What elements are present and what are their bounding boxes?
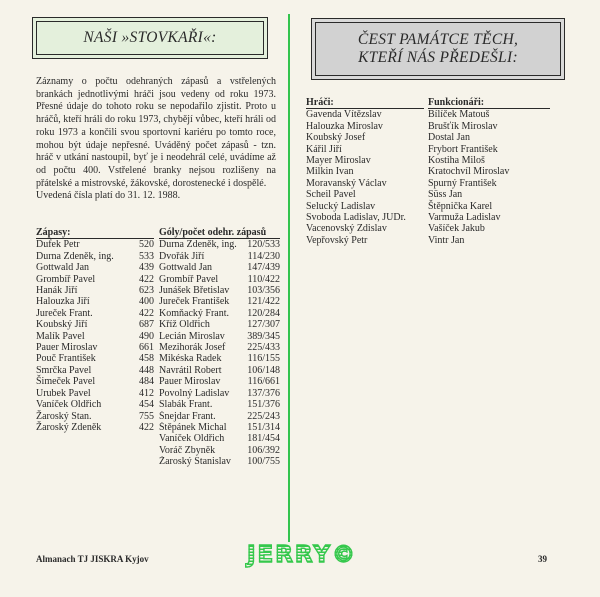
- official-name: Bílíček Matouš: [428, 109, 490, 121]
- goals-name: Povolný Ladislav: [159, 387, 230, 399]
- almanac-footer: Almanach TJ JISKRA Kyjov: [36, 554, 149, 564]
- matches-row: [36, 262, 154, 273]
- player-name: Selucký Ladislav: [306, 200, 376, 212]
- matches-row: [36, 308, 154, 319]
- matches-name: Halouzka Jiří: [36, 296, 90, 308]
- official-name: Brušťík Miroslav: [428, 120, 498, 132]
- right-title: [315, 22, 561, 76]
- matches-name: Hanák Jiří: [36, 285, 78, 297]
- matches-name: Malík Pavel: [36, 330, 85, 342]
- goals-value: 121/422: [247, 296, 280, 308]
- matches-value: 520: [139, 239, 154, 251]
- matches-value: 458: [139, 353, 154, 365]
- goals-table: [159, 227, 280, 468]
- goals-value: 116/661: [247, 376, 280, 388]
- matches-name: Durna Zdeněk, ing.: [36, 250, 114, 262]
- goals-name: Grombíř Pavel: [159, 273, 219, 285]
- matches-name: Koubský Jiří: [36, 319, 88, 331]
- matches-value: 755: [139, 410, 154, 422]
- player-row: [306, 144, 424, 155]
- matches-name: Žaroský Zdeněk: [36, 421, 102, 433]
- goals-row: [159, 433, 280, 444]
- matches-row: [36, 365, 154, 376]
- player-name: Vacenovský Zdislav: [306, 223, 387, 235]
- goals-value: 151/376: [247, 399, 280, 411]
- matches-row: [36, 319, 154, 330]
- matches-value: 422: [139, 307, 154, 319]
- matches-name: Pauer Miroslav: [36, 342, 98, 354]
- goals-name: Pauer Miroslav: [159, 376, 221, 388]
- jerry-logo-text: JERRY©: [246, 542, 358, 568]
- goals-value: 181/454: [247, 433, 280, 445]
- goals-value: 100/755: [247, 456, 280, 468]
- goals-value: 225/433: [247, 342, 280, 354]
- matches-name: Jureček Frant.: [36, 307, 93, 319]
- matches-row: [36, 285, 154, 296]
- official-name: Frybort František: [428, 143, 498, 155]
- matches-value: 400: [139, 296, 154, 308]
- player-name: Halouzka Miroslav: [306, 120, 383, 132]
- official-row: [428, 223, 550, 234]
- goals-name: Mezihorák Josef: [159, 342, 226, 354]
- players-header: Hráči:: [306, 97, 424, 109]
- player-name: Svoboda Ladislav, JUDr.: [306, 212, 406, 224]
- goals-value: 103/356: [247, 285, 280, 297]
- player-row: [306, 178, 424, 189]
- player-name: Scheil Pavel: [306, 189, 356, 201]
- official-name: Dostal Jan: [428, 132, 470, 144]
- official-row: [428, 166, 550, 177]
- goals-row: [159, 376, 280, 387]
- officials-header: Funkcionáři:: [428, 97, 550, 109]
- right-title-line-1: ČEST PAMÁTCE TĚCH,: [357, 31, 519, 48]
- goals-name: Štěpánek Michal: [159, 421, 227, 433]
- players-memorial-list: [306, 97, 424, 246]
- goals-value: 120/284: [247, 307, 280, 319]
- matches-value: 533: [139, 250, 154, 262]
- official-row: [428, 235, 550, 246]
- goals-row: [159, 365, 280, 376]
- goals-name: Lecián Miroslav: [159, 330, 225, 342]
- column-divider: [288, 14, 290, 542]
- official-row: [428, 212, 550, 223]
- goals-header: Góly/počet odehr. zápasů: [159, 227, 280, 239]
- left-title-box: [32, 17, 268, 59]
- goals-row: [159, 274, 280, 285]
- goals-value: 389/345: [247, 330, 280, 342]
- goals-row: [159, 342, 280, 353]
- matches-table: [36, 227, 154, 433]
- matches-value: 687: [139, 319, 154, 331]
- player-row: [306, 235, 424, 246]
- goals-row: [159, 388, 280, 399]
- official-name: Varmuža Ladislav: [428, 212, 501, 224]
- goals-row: [159, 422, 280, 433]
- goals-value: 114/230: [247, 250, 280, 262]
- goals-row: [159, 399, 280, 410]
- matches-value: 448: [139, 364, 154, 376]
- player-row: [306, 212, 424, 223]
- matches-value: 623: [139, 285, 154, 297]
- matches-value: 490: [139, 330, 154, 342]
- goals-row: [159, 445, 280, 456]
- goals-value: 147/439: [247, 262, 280, 274]
- matches-row: [36, 376, 154, 387]
- goals-row: [159, 319, 280, 330]
- matches-value: 422: [139, 421, 154, 433]
- goals-row: [159, 331, 280, 342]
- player-name: Kářil Jiří: [306, 143, 342, 155]
- matches-value: 439: [139, 262, 154, 274]
- officials-memorial-list: [428, 97, 550, 246]
- player-row: [306, 166, 424, 177]
- goals-value: 127/307: [247, 319, 280, 331]
- goals-name: Jureček František: [159, 296, 230, 308]
- goals-name: Šnejdar Frant.: [159, 410, 216, 422]
- goals-name: Gottwald Jan: [159, 262, 213, 274]
- matches-row: [36, 331, 154, 342]
- matches-name: Urubek Pavel: [36, 387, 91, 399]
- goals-row: [159, 353, 280, 364]
- goals-row: [159, 251, 280, 262]
- matches-name: Vaníček Oldřich: [36, 399, 102, 411]
- player-name: Vepřovský Petr: [306, 234, 368, 246]
- official-row: [428, 132, 550, 143]
- player-name: Koubský Josef: [306, 132, 366, 144]
- player-name: Milkin Ivan: [306, 166, 354, 178]
- intro-paragraph: Záznamy o počtu odehraných zápasů a vstřelených brankách jednotlivými hráči jsou vedeny od roku 1973. Přesné údaje do tohoto roku se nepodařilo zjistit. Proto u hráčů, kteří hráli do roku 1973, chybějí vůbec, kteří hráli od roku 1973 a končili svou sportovní kariéru po tomto roce, mohou být údaje nepřesné. Uváděný počet zápasů - tzn. hráč v utkání nastoupil, byť je i neodehrál celé, uvádíme až od počtu 400. Vstřelené branky nejsou rozlišeny na přátelské a mistrovské, žákovské, dorostenecké i dospělé.: [36, 76, 276, 189]
- right-title-line-2: KTEŘÍ NÁS PŘEDEŠLI:: [358, 49, 518, 66]
- matches-value: 454: [139, 399, 154, 411]
- matches-row: [36, 422, 154, 433]
- jerry-logo: [232, 542, 372, 568]
- matches-value: 422: [139, 273, 154, 285]
- goals-value: 106/148: [247, 364, 280, 376]
- matches-row: [36, 399, 154, 410]
- intro-text: [36, 76, 276, 203]
- goals-name: Voráč Zbyněk: [159, 444, 216, 456]
- goals-name: Dvořák Jiří: [159, 250, 205, 262]
- goals-row: [159, 296, 280, 307]
- player-row: [306, 201, 424, 212]
- official-name: Kratochvíl Miroslav: [428, 166, 510, 178]
- right-title-box: [311, 18, 565, 80]
- matches-row: [36, 353, 154, 364]
- goals-name: Kříž Oldřich: [159, 319, 210, 331]
- matches-name: Šimeček Pavel: [36, 376, 96, 388]
- matches-header: Zápasy:: [36, 227, 154, 239]
- player-row: [306, 223, 424, 234]
- matches-row: [36, 251, 154, 262]
- official-row: [428, 189, 550, 200]
- left-title: NAŠI »STOVKAŘI«:: [36, 21, 264, 55]
- goals-value: 110/422: [247, 273, 280, 285]
- goals-name: Junášek Břetislav: [159, 285, 230, 297]
- goals-name: Slabák Frant.: [159, 399, 213, 411]
- goals-row: [159, 308, 280, 319]
- matches-row: [36, 296, 154, 307]
- goals-row: [159, 239, 280, 250]
- goals-row: [159, 262, 280, 273]
- matches-name: Smrčka Pavel: [36, 364, 92, 376]
- goals-value: 120/533: [247, 239, 280, 251]
- official-row: [428, 201, 550, 212]
- official-name: Spurný František: [428, 177, 497, 189]
- official-name: Kostiha Miloš: [428, 155, 485, 167]
- goals-name: Vaníček Oldřich: [159, 433, 225, 445]
- goals-name: Durna Zdeněk, ing.: [159, 239, 237, 251]
- goals-row: [159, 456, 280, 467]
- official-name: Süss Jan: [428, 189, 463, 201]
- player-row: [306, 109, 424, 120]
- goals-name: Žaroský Stanislav: [159, 456, 231, 468]
- official-row: [428, 121, 550, 132]
- matches-row: [36, 274, 154, 285]
- official-row: [428, 155, 550, 166]
- official-name: Vašíček Jakub: [428, 223, 485, 235]
- official-row: [428, 144, 550, 155]
- intro-date-note: Uvedená čísla platí do 31. 12. 1988.: [36, 190, 181, 202]
- official-row: [428, 178, 550, 189]
- player-row: [306, 121, 424, 132]
- goals-value: 116/155: [247, 353, 280, 365]
- matches-value: 484: [139, 376, 154, 388]
- matches-name: Dufek Petr: [36, 239, 80, 251]
- goals-name: Mikéska Radek: [159, 353, 222, 365]
- goals-row: [159, 411, 280, 422]
- player-row: [306, 132, 424, 143]
- matches-value: 412: [139, 387, 154, 399]
- matches-value: 661: [139, 342, 154, 354]
- player-row: [306, 155, 424, 166]
- official-name: Vintr Jan: [428, 234, 465, 246]
- matches-name: Žaroský Stan.: [36, 410, 92, 422]
- matches-name: Pouč František: [36, 353, 96, 365]
- goals-value: 106/392: [247, 444, 280, 456]
- player-name: Gavenda Vítězslav: [306, 109, 382, 121]
- page-number: 39: [538, 554, 547, 564]
- player-row: [306, 189, 424, 200]
- matches-row: [36, 239, 154, 250]
- matches-name: Grombíř Pavel: [36, 273, 96, 285]
- goals-row: [159, 285, 280, 296]
- goals-name: Komňacký Frant.: [159, 307, 229, 319]
- official-row: [428, 109, 550, 120]
- goals-value: 225/243: [247, 410, 280, 422]
- matches-row: [36, 342, 154, 353]
- goals-name: Navrátil Robert: [159, 364, 222, 376]
- official-name: Štěpnička Karel: [428, 200, 493, 212]
- matches-name: Gottwald Jan: [36, 262, 90, 274]
- goals-value: 151/314: [247, 421, 280, 433]
- matches-row: [36, 388, 154, 399]
- goals-value: 137/376: [247, 387, 280, 399]
- player-name: Mayer Miroslav: [306, 155, 371, 167]
- player-name: Moravanský Václav: [306, 177, 387, 189]
- matches-row: [36, 411, 154, 422]
